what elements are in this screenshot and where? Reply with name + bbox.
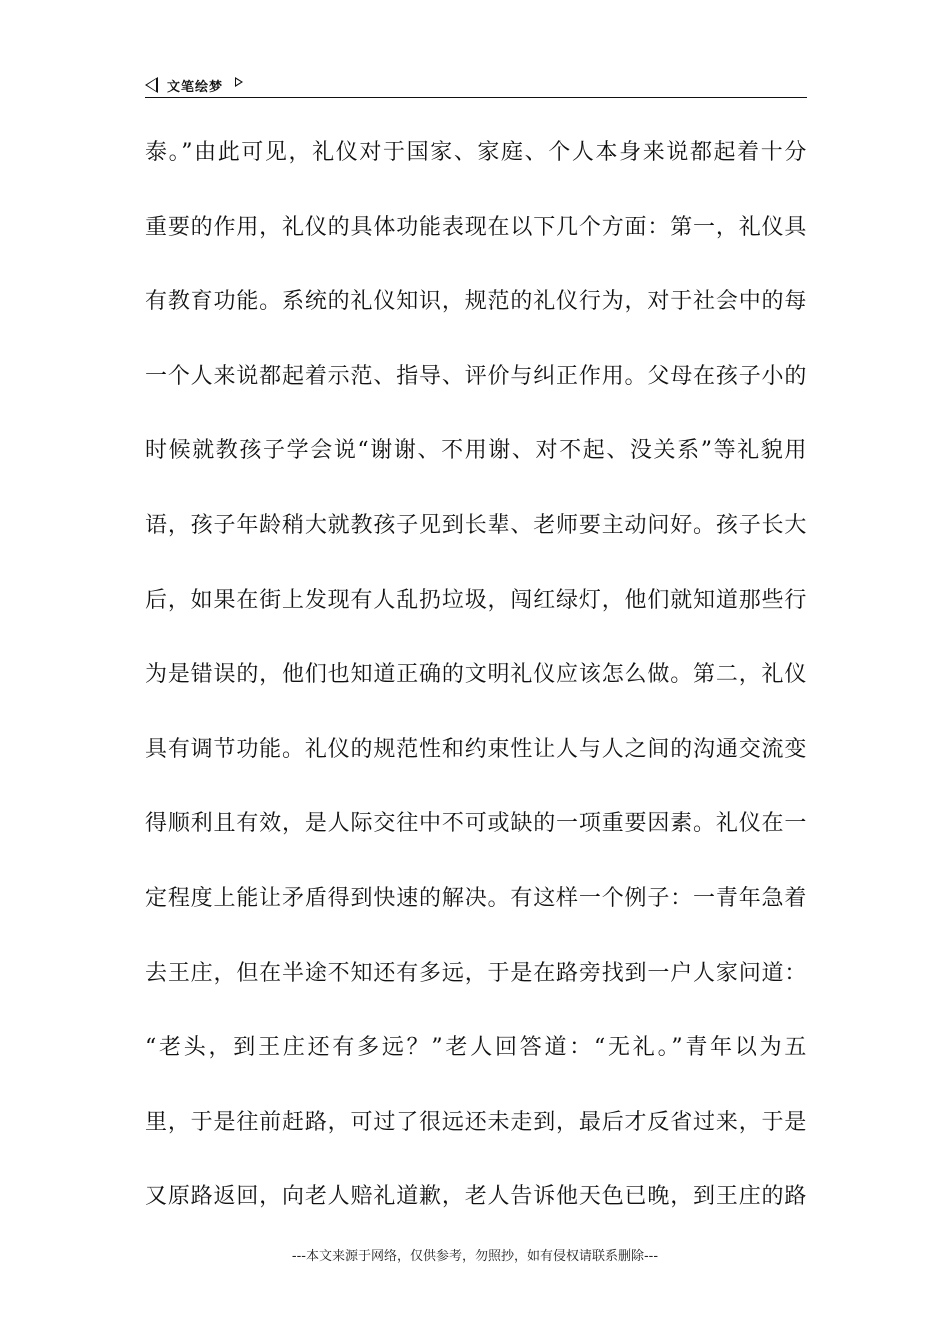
footer-notice: ---本文来源于网络，仅供参考，勿照抄，如有侵权请联系删除--- — [291, 1249, 659, 1264]
text-line: 为是错误的，他们也知道正确的文明礼仪应该怎么做。第二，礼仪 — [145, 662, 807, 688]
text-line: 具有调节功能。礼仪的规范性和约束性让人与人之间的沟通交流变 — [145, 736, 807, 762]
body-text — [145, 132, 807, 1251]
text-line: 语，孩子年龄稍大就教孩子见到长辈、老师要主动问好。孩子长大 — [145, 512, 807, 538]
text-line: 定程度上能让矛盾得到快速的解决。有这样一个例子：一青年急着 — [145, 885, 807, 911]
page-header — [145, 74, 807, 98]
text-line: 后，如果在街上发现有人乱扔垃圾，闯红绿灯，他们就知道那些行 — [145, 587, 807, 613]
text-line: 有教育功能。系统的礼仪知识，规范的礼仪行为，对于社会中的每 — [145, 289, 807, 315]
text-line: 重要的作用，礼仪的具体功能表现在以下几个方面：第一，礼仪具 — [145, 214, 807, 240]
header-brand: 文笔绘梦 — [167, 80, 224, 95]
header-divider — [145, 97, 807, 98]
text-line: 又原路返回，向老人赔礼道歉，老人告诉他天色已晚，到王庄的路 — [145, 1184, 807, 1210]
triangle-left-icon — [145, 77, 158, 93]
text-line: 得顺利且有效，是人际交往中不可或缺的一项重要因素。礼仪在一 — [145, 811, 807, 837]
text-line: 里，于是往前赶路，可过了很远还未走到，最后才反省过来，于是 — [145, 1109, 807, 1135]
triangle-right-icon — [235, 77, 243, 87]
text-line: 一个人来说都起着示范、指导、评价与纠正作用。父母在孩子小的 — [145, 363, 807, 389]
text-line: 泰。”由此可见，礼仪对于国家、家庭、个人本身来说都起着十分 — [145, 140, 807, 165]
text-line: “老头，到王庄还有多远？”老人回答道：“无礼。”青年以为五 — [145, 1035, 807, 1061]
text-line: 去王庄，但在半途不知还有多远，于是在路旁找到一户人家问道： — [145, 960, 807, 986]
text-line: 时候就教孩子学会说“谢谢、不用谢、对不起、没关系”等礼貌用 — [145, 438, 807, 464]
